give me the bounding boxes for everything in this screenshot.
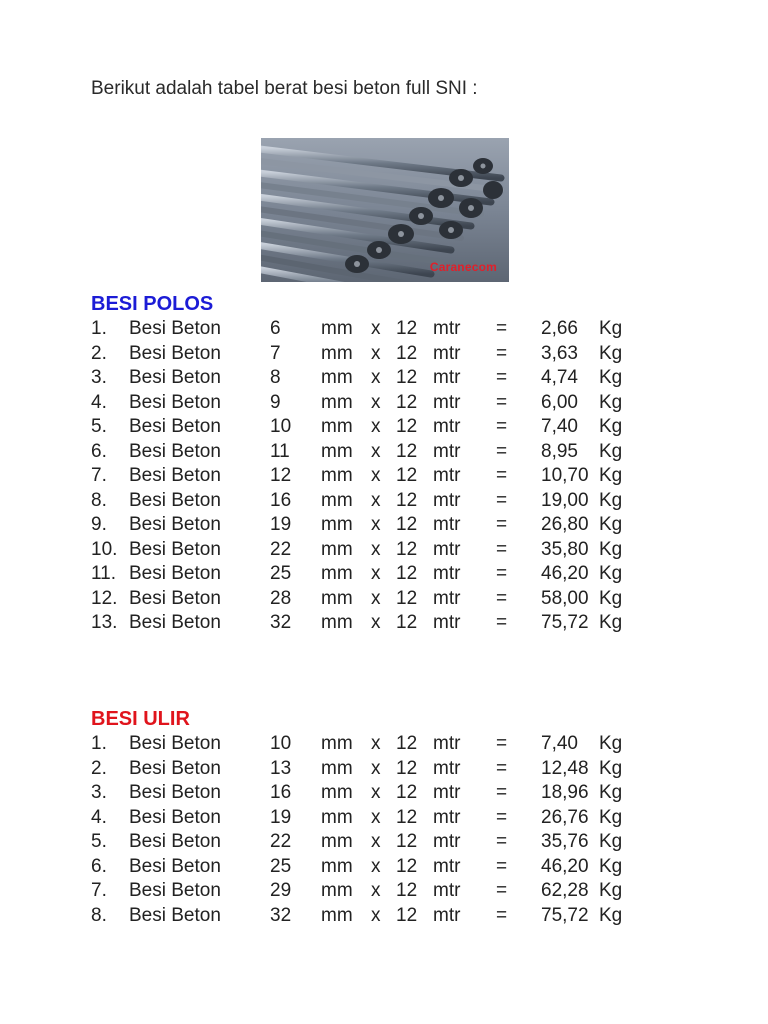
list-item bbox=[91, 513, 623, 538]
row-times-sign: x bbox=[371, 489, 381, 511]
row-item-name: Besi Beton bbox=[129, 563, 221, 584]
row-number: 1. bbox=[91, 318, 107, 339]
row-equals-sign: = bbox=[496, 904, 508, 926]
row-weight-unit: Kg bbox=[599, 342, 623, 364]
row-equals-sign: = bbox=[496, 831, 508, 852]
row-length-unit: mtr bbox=[433, 367, 461, 388]
row-weight: 35,80 bbox=[541, 538, 589, 560]
row-equals-sign: = bbox=[496, 733, 508, 754]
row-diameter-unit: mm bbox=[321, 391, 353, 413]
list-item bbox=[91, 830, 623, 855]
row-diameter-unit: mm bbox=[321, 612, 353, 633]
besi-polos-list bbox=[91, 317, 623, 636]
row-number: 5. bbox=[91, 416, 107, 437]
row-weight-unit: Kg bbox=[599, 612, 623, 633]
row-weight-unit: Kg bbox=[599, 538, 623, 560]
list-item bbox=[91, 781, 623, 806]
row-weight: 4,74 bbox=[541, 367, 578, 388]
row-length-unit: mtr bbox=[433, 855, 461, 877]
row-weight-unit: Kg bbox=[599, 367, 623, 388]
row-equals-sign: = bbox=[496, 538, 508, 560]
row-diameter-unit: mm bbox=[321, 538, 353, 560]
row-weight-unit: Kg bbox=[599, 855, 623, 877]
row-item-name: Besi Beton bbox=[129, 757, 221, 779]
row-weight-unit: Kg bbox=[599, 757, 623, 779]
row-item-name: Besi Beton bbox=[129, 538, 221, 560]
row-weight-unit: Kg bbox=[599, 880, 623, 901]
row-diameter-unit: mm bbox=[321, 904, 353, 926]
row-diameter: 25 bbox=[270, 855, 292, 877]
row-diameter: 12 bbox=[270, 465, 292, 486]
row-diameter: 32 bbox=[270, 904, 292, 926]
row-length-unit: mtr bbox=[433, 563, 461, 584]
row-number: 1. bbox=[91, 733, 107, 754]
row-diameter: 28 bbox=[270, 587, 292, 609]
row-times-sign: x bbox=[371, 416, 381, 437]
row-weight: 7,40 bbox=[541, 733, 578, 754]
row-length-unit: mtr bbox=[433, 342, 461, 364]
row-equals-sign: = bbox=[496, 514, 508, 535]
row-times-sign: x bbox=[371, 806, 381, 828]
row-weight: 8,95 bbox=[541, 440, 578, 462]
row-item-name: Besi Beton bbox=[129, 587, 221, 609]
row-diameter-unit: mm bbox=[321, 367, 353, 388]
row-weight: 46,20 bbox=[541, 855, 589, 877]
row-length: 12 bbox=[396, 318, 418, 339]
row-number: 3. bbox=[91, 782, 107, 803]
row-length-unit: mtr bbox=[433, 514, 461, 535]
row-length-unit: mtr bbox=[433, 587, 461, 609]
row-times-sign: x bbox=[371, 318, 381, 339]
row-length: 12 bbox=[396, 880, 418, 901]
row-item-name: Besi Beton bbox=[129, 880, 221, 901]
row-weight: 18,96 bbox=[541, 782, 589, 803]
row-diameter: 25 bbox=[270, 563, 292, 584]
row-times-sign: x bbox=[371, 855, 381, 877]
list-item bbox=[91, 366, 623, 391]
row-times-sign: x bbox=[371, 391, 381, 413]
row-weight-unit: Kg bbox=[599, 465, 623, 486]
row-weight-unit: Kg bbox=[599, 563, 623, 584]
row-times-sign: x bbox=[371, 880, 381, 901]
row-equals-sign: = bbox=[496, 489, 508, 511]
besi-ulir-section bbox=[91, 707, 623, 928]
list-item bbox=[91, 464, 623, 489]
row-times-sign: x bbox=[371, 587, 381, 609]
list-item bbox=[91, 806, 623, 831]
row-item-name: Besi Beton bbox=[129, 416, 221, 437]
row-weight-unit: Kg bbox=[599, 904, 623, 926]
row-equals-sign: = bbox=[496, 465, 508, 486]
row-length: 12 bbox=[396, 489, 418, 511]
list-item bbox=[91, 391, 623, 416]
row-weight-unit: Kg bbox=[599, 489, 623, 511]
row-times-sign: x bbox=[371, 367, 381, 388]
row-length: 12 bbox=[396, 342, 418, 364]
row-length: 12 bbox=[396, 855, 418, 877]
row-number: 7. bbox=[91, 465, 107, 486]
row-weight-unit: Kg bbox=[599, 416, 623, 437]
row-number: 2. bbox=[91, 342, 107, 364]
row-length-unit: mtr bbox=[433, 831, 461, 852]
row-weight: 62,28 bbox=[541, 880, 589, 901]
row-times-sign: x bbox=[371, 757, 381, 779]
row-diameter: 16 bbox=[270, 782, 292, 803]
row-equals-sign: = bbox=[496, 416, 508, 437]
row-equals-sign: = bbox=[496, 782, 508, 803]
row-diameter: 16 bbox=[270, 489, 292, 511]
row-weight: 75,72 bbox=[541, 612, 589, 633]
row-times-sign: x bbox=[371, 612, 381, 633]
row-number: 5. bbox=[91, 831, 107, 852]
row-times-sign: x bbox=[371, 538, 381, 560]
row-item-name: Besi Beton bbox=[129, 465, 221, 486]
row-diameter: 9 bbox=[270, 391, 281, 413]
row-length-unit: mtr bbox=[433, 440, 461, 462]
row-diameter: 22 bbox=[270, 831, 292, 852]
row-equals-sign: = bbox=[496, 612, 508, 633]
row-weight-unit: Kg bbox=[599, 806, 623, 828]
row-equals-sign: = bbox=[496, 880, 508, 901]
row-number: 7. bbox=[91, 880, 107, 901]
row-diameter: 10 bbox=[270, 733, 292, 754]
row-number: 6. bbox=[91, 440, 107, 462]
rebar-photo bbox=[261, 138, 509, 282]
section-title-besi-polos: BESI POLOS bbox=[91, 293, 214, 315]
row-diameter: 32 bbox=[270, 612, 292, 633]
row-length: 12 bbox=[396, 904, 418, 926]
row-item-name: Besi Beton bbox=[129, 440, 221, 462]
row-weight-unit: Kg bbox=[599, 587, 623, 609]
row-weight: 12,48 bbox=[541, 757, 589, 779]
row-weight: 58,00 bbox=[541, 587, 589, 609]
row-item-name: Besi Beton bbox=[129, 782, 221, 803]
row-length: 12 bbox=[396, 612, 418, 633]
row-diameter-unit: mm bbox=[321, 563, 353, 584]
row-length-unit: mtr bbox=[433, 904, 461, 926]
list-item bbox=[91, 879, 623, 904]
row-weight: 6,00 bbox=[541, 391, 578, 413]
row-equals-sign: = bbox=[496, 563, 508, 584]
row-diameter-unit: mm bbox=[321, 806, 353, 828]
row-length-unit: mtr bbox=[433, 465, 461, 486]
besi-ulir-list bbox=[91, 732, 623, 928]
row-length: 12 bbox=[396, 367, 418, 388]
row-item-name: Besi Beton bbox=[129, 367, 221, 388]
row-times-sign: x bbox=[371, 514, 381, 535]
row-item-name: Besi Beton bbox=[129, 318, 221, 339]
row-diameter: 8 bbox=[270, 367, 281, 388]
row-number: 12. bbox=[91, 587, 118, 609]
row-item-name: Besi Beton bbox=[129, 612, 221, 633]
row-length-unit: mtr bbox=[433, 538, 461, 560]
row-length: 12 bbox=[396, 782, 418, 803]
row-equals-sign: = bbox=[496, 806, 508, 828]
list-item bbox=[91, 855, 623, 880]
section-title-besi-ulir: BESI ULIR bbox=[91, 708, 190, 730]
row-length: 12 bbox=[396, 733, 418, 754]
row-length: 12 bbox=[396, 831, 418, 852]
row-length-unit: mtr bbox=[433, 612, 461, 633]
row-length: 12 bbox=[396, 514, 418, 535]
row-times-sign: x bbox=[371, 563, 381, 584]
list-item bbox=[91, 489, 623, 514]
row-diameter: 13 bbox=[270, 757, 292, 779]
list-item bbox=[91, 587, 623, 612]
row-weight: 2,66 bbox=[541, 318, 578, 339]
row-diameter-unit: mm bbox=[321, 880, 353, 901]
list-item bbox=[91, 562, 623, 587]
row-weight-unit: Kg bbox=[599, 514, 623, 535]
row-length-unit: mtr bbox=[433, 489, 461, 511]
list-item bbox=[91, 317, 623, 342]
row-length-unit: mtr bbox=[433, 757, 461, 779]
row-number: 4. bbox=[91, 806, 107, 828]
list-item bbox=[91, 732, 623, 757]
row-diameter-unit: mm bbox=[321, 318, 353, 339]
row-diameter: 19 bbox=[270, 514, 292, 535]
row-length-unit: mtr bbox=[433, 733, 461, 754]
list-item bbox=[91, 342, 623, 367]
row-item-name: Besi Beton bbox=[129, 831, 221, 852]
row-diameter-unit: mm bbox=[321, 855, 353, 877]
row-number: 2. bbox=[91, 757, 107, 779]
row-times-sign: x bbox=[371, 831, 381, 852]
row-weight: 3,63 bbox=[541, 342, 578, 364]
row-times-sign: x bbox=[371, 904, 381, 926]
photo-watermark: Caranecom bbox=[429, 260, 497, 274]
row-item-name: Besi Beton bbox=[129, 855, 221, 877]
intro-text: Berikut adalah tabel berat besi beton full SNI : bbox=[91, 78, 478, 99]
row-number: 3. bbox=[91, 367, 107, 388]
row-diameter-unit: mm bbox=[321, 514, 353, 535]
row-diameter-unit: mm bbox=[321, 342, 353, 364]
row-times-sign: x bbox=[371, 440, 381, 462]
row-length: 12 bbox=[396, 806, 418, 828]
row-length: 12 bbox=[396, 538, 418, 560]
row-weight-unit: Kg bbox=[599, 318, 623, 339]
row-diameter: 7 bbox=[270, 342, 281, 364]
row-number: 9. bbox=[91, 514, 107, 535]
row-length-unit: mtr bbox=[433, 318, 461, 339]
row-length: 12 bbox=[396, 465, 418, 486]
row-weight-unit: Kg bbox=[599, 782, 623, 803]
row-length-unit: mtr bbox=[433, 416, 461, 437]
row-equals-sign: = bbox=[496, 757, 508, 779]
row-equals-sign: = bbox=[496, 587, 508, 609]
row-length-unit: mtr bbox=[433, 782, 461, 803]
row-length: 12 bbox=[396, 416, 418, 437]
row-weight: 35,76 bbox=[541, 831, 589, 852]
row-diameter-unit: mm bbox=[321, 489, 353, 511]
list-item bbox=[91, 904, 623, 929]
row-times-sign: x bbox=[371, 733, 381, 754]
row-length: 12 bbox=[396, 391, 418, 413]
besi-polos-section bbox=[91, 292, 623, 636]
row-diameter: 22 bbox=[270, 538, 292, 560]
row-times-sign: x bbox=[371, 782, 381, 803]
row-weight: 75,72 bbox=[541, 904, 589, 926]
row-weight-unit: Kg bbox=[599, 733, 623, 754]
row-number: 6. bbox=[91, 855, 107, 877]
row-length-unit: mtr bbox=[433, 880, 461, 901]
row-diameter-unit: mm bbox=[321, 465, 353, 486]
row-diameter: 11 bbox=[270, 440, 290, 462]
row-number: 13. bbox=[91, 612, 118, 633]
list-item bbox=[91, 538, 623, 563]
row-length: 12 bbox=[396, 587, 418, 609]
row-diameter-unit: mm bbox=[321, 587, 353, 609]
row-equals-sign: = bbox=[496, 391, 508, 413]
row-weight: 19,00 bbox=[541, 489, 589, 511]
row-diameter-unit: mm bbox=[321, 733, 353, 754]
row-weight-unit: Kg bbox=[599, 440, 623, 462]
row-number: 8. bbox=[91, 489, 107, 511]
row-weight-unit: Kg bbox=[599, 831, 623, 852]
row-diameter-unit: mm bbox=[321, 757, 353, 779]
list-item bbox=[91, 440, 623, 465]
row-length: 12 bbox=[396, 757, 418, 779]
row-equals-sign: = bbox=[496, 855, 508, 877]
row-times-sign: x bbox=[371, 342, 381, 364]
row-weight: 10,70 bbox=[541, 465, 589, 486]
row-item-name: Besi Beton bbox=[129, 514, 221, 535]
row-diameter: 10 bbox=[270, 416, 292, 437]
row-item-name: Besi Beton bbox=[129, 489, 221, 511]
row-number: 11. bbox=[91, 563, 117, 584]
row-length-unit: mtr bbox=[433, 391, 461, 413]
row-diameter: 29 bbox=[270, 880, 292, 901]
row-diameter-unit: mm bbox=[321, 440, 353, 462]
row-item-name: Besi Beton bbox=[129, 806, 221, 828]
row-equals-sign: = bbox=[496, 367, 508, 388]
row-weight: 26,76 bbox=[541, 806, 589, 828]
row-number: 4. bbox=[91, 391, 107, 413]
row-item-name: Besi Beton bbox=[129, 342, 221, 364]
list-item bbox=[91, 757, 623, 782]
row-equals-sign: = bbox=[496, 342, 508, 364]
row-times-sign: x bbox=[371, 465, 381, 486]
row-number: 8. bbox=[91, 904, 107, 926]
row-weight: 46,20 bbox=[541, 563, 589, 584]
row-weight: 26,80 bbox=[541, 514, 589, 535]
row-length: 12 bbox=[396, 563, 418, 584]
list-item bbox=[91, 611, 623, 636]
row-diameter: 19 bbox=[270, 806, 292, 828]
row-diameter-unit: mm bbox=[321, 782, 353, 803]
row-length: 12 bbox=[396, 440, 418, 462]
row-item-name: Besi Beton bbox=[129, 391, 221, 413]
row-item-name: Besi Beton bbox=[129, 733, 221, 754]
row-number: 10. bbox=[91, 538, 118, 560]
row-item-name: Besi Beton bbox=[129, 904, 221, 926]
row-weight-unit: Kg bbox=[599, 391, 623, 413]
row-diameter-unit: mm bbox=[321, 416, 353, 437]
row-diameter: 6 bbox=[270, 318, 281, 339]
list-item bbox=[91, 415, 623, 440]
row-equals-sign: = bbox=[496, 318, 508, 339]
row-diameter-unit: mm bbox=[321, 831, 353, 852]
row-weight: 7,40 bbox=[541, 416, 578, 437]
row-length-unit: mtr bbox=[433, 806, 461, 828]
row-equals-sign: = bbox=[496, 440, 508, 462]
